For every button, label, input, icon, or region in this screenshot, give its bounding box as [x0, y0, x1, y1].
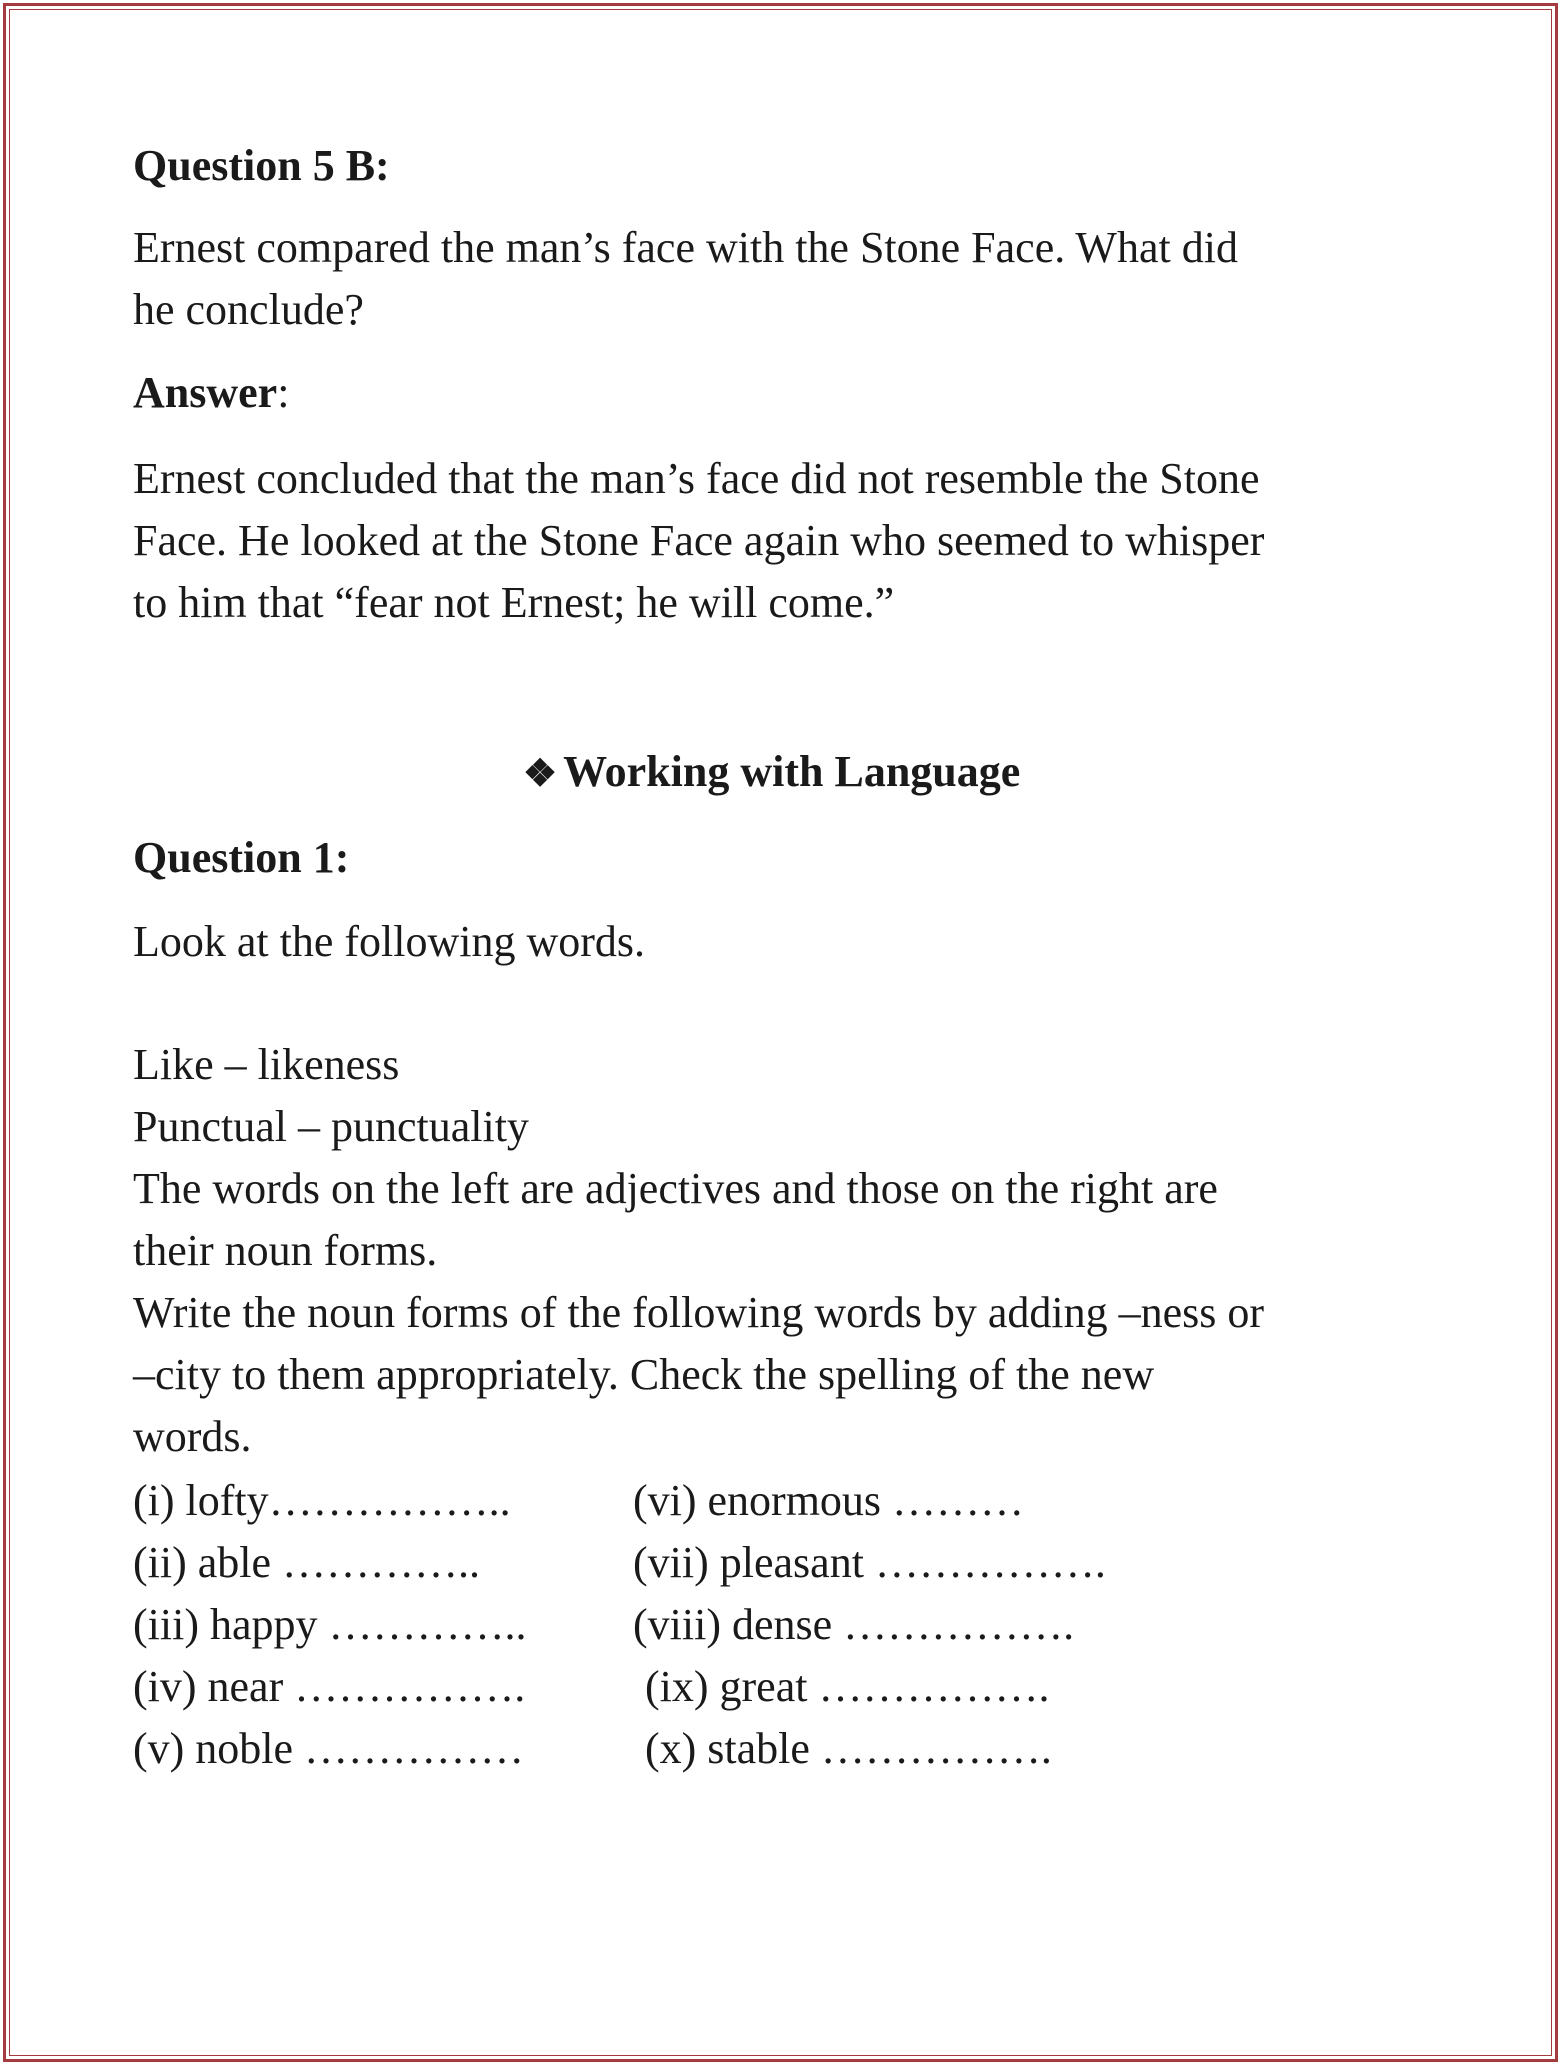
question-5b-line-2: he conclude? — [133, 285, 364, 334]
diamond-bullet-icon: ❖ — [523, 753, 558, 795]
answer-label-colon: : — [277, 368, 290, 417]
list-item-right: (ix) great ……………. — [645, 1662, 1050, 1711]
list-item-left: (ii) able ………….. — [133, 1538, 481, 1587]
question-5b-line-1: Ernest compared the man’s face with the Stone Face. What did — [133, 223, 1238, 272]
answer-line-1: Ernest concluded that the man’s face did not resemble the Stone — [133, 454, 1260, 503]
list-item-left: (iii) happy ………….. — [133, 1600, 527, 1649]
list-item-right: (vii) pleasant ……………. — [633, 1538, 1106, 1587]
question-1-title: Question 1: — [133, 833, 350, 882]
answer-line-2: Face. He looked at the Stone Face again who seemed to whisper — [133, 516, 1265, 565]
instruction-line-2: –city to them appropriately. Check the spelling of the new — [133, 1350, 1155, 1399]
list-item-right: (viii) dense ……………. — [633, 1600, 1075, 1649]
section-heading — [523, 741, 1020, 805]
instruction-line-3: words. — [133, 1412, 252, 1461]
paragraph-line-2: their noun forms. — [133, 1226, 438, 1275]
answer-label-text: Answer — [133, 368, 278, 417]
example-punctual: Punctual – punctuality — [133, 1102, 529, 1151]
instruction-line-1: Write the noun forms of the following words by adding –ness or — [133, 1288, 1265, 1337]
list-item-left: (v) noble …………… — [133, 1724, 525, 1773]
question-5b-title: Question 5 B: — [133, 141, 390, 190]
list-item-right: (vi) enormous ……… — [633, 1476, 1025, 1525]
question-1-intro: Look at the following words. — [133, 917, 646, 966]
paragraph-line-1: The words on the left are adjectives and those on the right are — [133, 1164, 1218, 1213]
list-item-right: (x) stable ……………. — [645, 1724, 1052, 1773]
section-heading-text: Working with Language — [563, 747, 1021, 796]
list-item-left: (i) lofty…………….. — [133, 1476, 511, 1525]
list-item-left: (iv) near ……………. — [133, 1662, 526, 1711]
answer-line-3: to him that “fear not Ernest; he will come.” — [133, 578, 895, 627]
answer-label — [133, 362, 289, 424]
example-like: Like – likeness — [133, 1040, 400, 1089]
